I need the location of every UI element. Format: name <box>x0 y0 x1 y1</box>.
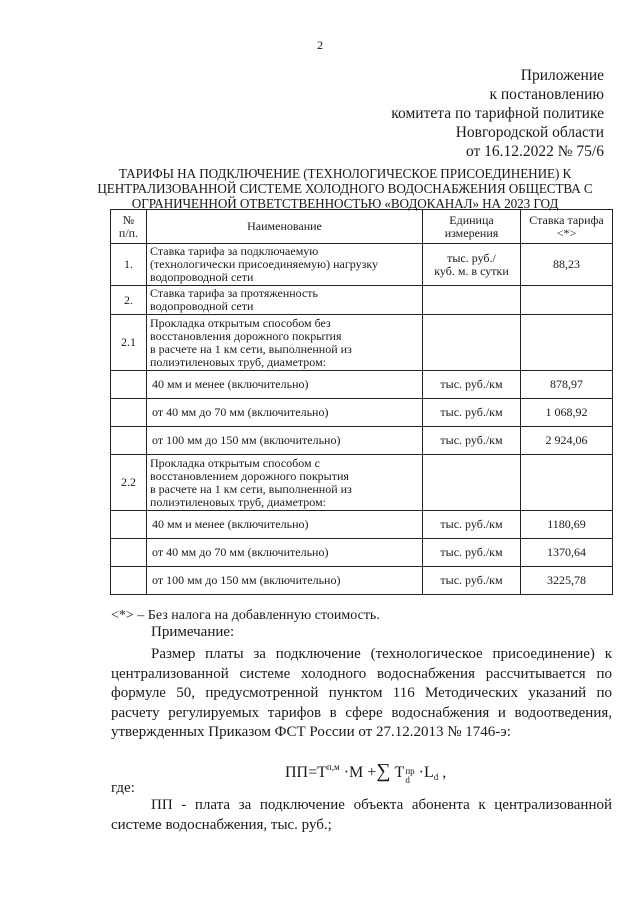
row-unit-line: тыс. руб./км <box>440 433 503 447</box>
appendix-line: Новгородской области <box>455 124 604 141</box>
row-name-line: от 100 мм до 150 мм (включительно) <box>152 573 341 587</box>
row-name-line: (технологически присоединяемую) нагрузку <box>150 257 378 271</box>
row-rate: 2 924,06 <box>521 427 613 455</box>
row-number <box>111 427 147 455</box>
formula-dot-m: ·M <box>343 764 364 781</box>
document-title <box>95 166 595 211</box>
row-unit <box>423 371 521 399</box>
formula <box>285 760 446 785</box>
row-rate: 3225,78 <box>521 567 613 595</box>
table-row <box>111 427 613 455</box>
row-unit <box>423 244 521 286</box>
row-name-line: Прокладка открытым способом с <box>150 455 320 470</box>
table-row <box>111 244 613 286</box>
row-name-line: водопроводной сети <box>150 270 254 284</box>
row-rate: 1370,64 <box>521 539 613 567</box>
table-row <box>111 539 613 567</box>
row-rate <box>521 286 613 315</box>
row-name-line: восстановлением дорожного покрытия <box>150 468 349 483</box>
appendix-line: от 16.12.2022 № 75/6 <box>465 143 604 160</box>
row-name-line: Прокладка открытым способом без <box>150 315 331 330</box>
tariffs-table <box>110 209 613 595</box>
row-unit <box>423 511 521 539</box>
title-line: ОГРАНИЧЕННОЙ ОТВЕТСТВЕННОСТЬЮ «ВОДОКАНАЛ» НА 2023 ГОД <box>131 196 559 211</box>
row-name-line: от 40 мм до 70 мм (включительно) <box>152 405 329 419</box>
header-rate-line: Ставка тарифа <box>529 212 604 227</box>
row-number: 2.2 <box>111 455 147 511</box>
note-title: Примечание: <box>151 624 235 640</box>
footnote: <*> – Без налога на добавленную стоимость. <box>111 608 380 623</box>
row-unit-line: куб. м. в сутки <box>434 263 509 278</box>
row-rate: 1 068,92 <box>521 399 613 427</box>
formula-t2-sup: пр <box>405 766 415 776</box>
table-header-row <box>111 210 613 244</box>
formula-t2: T <box>394 764 405 781</box>
row-name <box>147 567 423 595</box>
appendix-block <box>391 66 604 161</box>
note-paragraph: Размер платы за подключение (технологическое присоединение) к централизованной системе холодного водоснабжения рассчитывается по формуле 50, предусмотренной пунктом 116 Методических указаний по расчету регулируемых тарифов в сфере водоснабжения и водоотведения, утвержденных Приказом ФСТ России от 27.12.2013 № 1746-э: <box>111 646 612 741</box>
pp-definition-text: ПП - плата за подключение объекта абонента к централизованной системе водоснабжения, тыс. руб.; <box>111 797 612 833</box>
row-name-line: полиэтиленовых труб, диаметром: <box>150 494 326 509</box>
row-name-line: Ставка тарифа за подключаемую <box>150 244 319 258</box>
header-rate <box>521 210 613 244</box>
header-unit-line: Единица <box>449 212 494 227</box>
appendix-line: Приложение <box>520 67 604 84</box>
row-name <box>147 539 423 567</box>
row-unit <box>423 286 521 315</box>
row-unit-line: тыс. руб./км <box>440 377 503 391</box>
row-name <box>147 371 423 399</box>
row-number: 2. <box>111 286 147 315</box>
row-unit <box>423 399 521 427</box>
row-name <box>147 511 423 539</box>
row-number: 2.1 <box>111 315 147 371</box>
formula-l-sub: d <box>433 772 439 782</box>
row-name-line: восстановления дорожного покрытия <box>150 328 342 343</box>
title-line: ЦЕНТРАЛИЗОВАННОЙ СИСТЕМЕ ХОЛОДНОГО ВОДОСНАБЖЕНИЯ ОБЩЕСТВА С <box>97 181 593 196</box>
table-row <box>111 315 613 371</box>
row-name <box>147 427 423 455</box>
row-unit-line: тыс. руб./ <box>447 250 496 265</box>
formula-dot-l: ·L <box>418 764 434 781</box>
row-rate <box>521 315 613 371</box>
row-rate: 88,23 <box>521 244 613 286</box>
formula-plus: + <box>367 764 377 781</box>
row-name-line: от 100 мм до 150 мм (включительно) <box>152 433 341 447</box>
formula-t: T <box>317 764 327 781</box>
row-name <box>147 455 423 511</box>
pp-definition <box>111 796 612 835</box>
formula-eq: = <box>308 764 318 781</box>
row-name <box>147 315 423 371</box>
appendix-line: к постановлению <box>489 86 604 103</box>
row-number <box>111 399 147 427</box>
row-unit <box>423 567 521 595</box>
header-unit-line: измерения <box>444 225 499 240</box>
table-row <box>111 567 613 595</box>
row-unit <box>423 539 521 567</box>
row-number <box>111 511 147 539</box>
header-name: Наименование <box>147 210 423 244</box>
row-number <box>111 539 147 567</box>
title-line: ТАРИФЫ НА ПОДКЛЮЧЕНИЕ (ТЕХНОЛОГИЧЕСКОЕ ПРИСОЕДИНЕНИЕ) К <box>118 166 572 181</box>
header-num <box>111 210 147 244</box>
row-name <box>147 286 423 315</box>
formula-t2-indices <box>405 767 414 785</box>
formula-t2-sub: d <box>405 775 410 785</box>
formula-sum: ∑ <box>376 760 391 782</box>
row-rate <box>521 455 613 511</box>
row-unit <box>423 427 521 455</box>
row-name-line: 40 мм и менее (включительно) <box>152 517 309 531</box>
row-name-line: от 40 мм до 70 мм (включительно) <box>152 545 329 559</box>
row-rate: 878,97 <box>521 371 613 399</box>
formula-lhs: ПП <box>285 764 309 781</box>
row-name-line: полиэтиленовых труб, диаметром: <box>150 354 326 369</box>
formula-t-sup: п,м <box>326 762 340 772</box>
table-row <box>111 371 613 399</box>
row-number <box>111 371 147 399</box>
row-unit-line: тыс. руб./км <box>440 517 503 531</box>
row-name-line: в расчете на 1 км сети, выполненной из <box>150 341 352 356</box>
row-name-line: 40 мм и менее (включительно) <box>152 377 309 391</box>
row-name <box>147 244 423 286</box>
appendix-line: комитета по тарифной политике <box>391 105 604 122</box>
note-body <box>111 645 612 743</box>
row-name <box>147 399 423 427</box>
header-unit <box>423 210 521 244</box>
row-unit-line: тыс. руб./км <box>440 405 503 419</box>
where-label: где: <box>111 780 135 796</box>
row-unit <box>423 455 521 511</box>
row-rate: 1180,69 <box>521 511 613 539</box>
row-name-line: в расчете на 1 км сети, выполненной из <box>150 481 352 496</box>
row-unit-line: тыс. руб./км <box>440 573 503 587</box>
header-rate-line: <*> <box>556 225 577 240</box>
table-row <box>111 455 613 511</box>
row-number: 1. <box>111 244 147 286</box>
row-name-line: Ставка тарифа за протяженность <box>150 286 319 300</box>
table-row <box>111 511 613 539</box>
formula-end: , <box>442 764 447 781</box>
row-name-line: водопроводной сети <box>150 299 254 313</box>
header-num-line: п/п. <box>118 225 139 240</box>
table-row <box>111 399 613 427</box>
table-row <box>111 286 613 315</box>
header-num-line: № <box>122 212 135 227</box>
row-unit <box>423 315 521 371</box>
row-unit-line: тыс. руб./км <box>440 545 503 559</box>
row-number <box>111 567 147 595</box>
page-number: 2 <box>317 38 323 52</box>
